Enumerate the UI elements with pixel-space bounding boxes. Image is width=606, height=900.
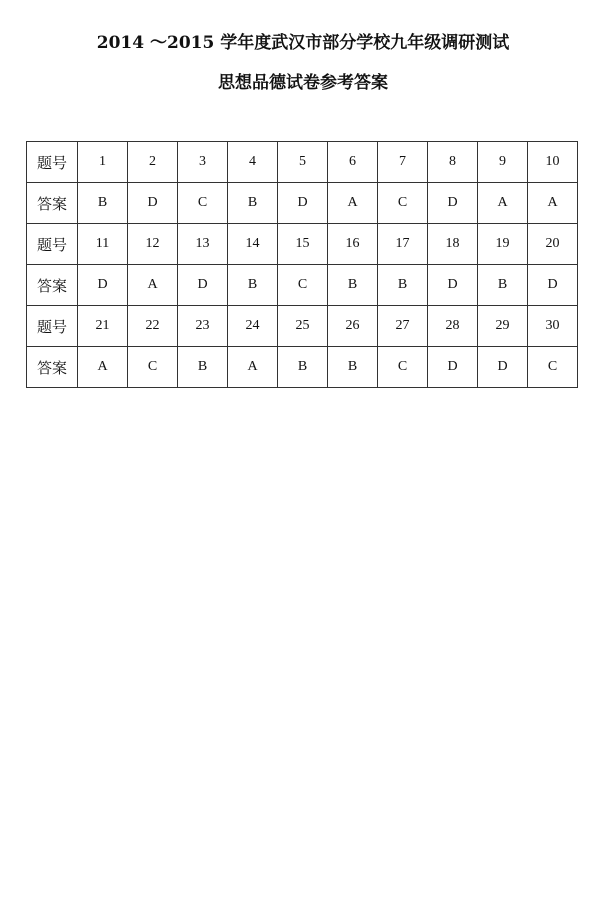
number-cell: 15: [278, 224, 328, 265]
number-row: [27, 306, 578, 347]
number-row: [27, 142, 578, 183]
number-cell: 16: [328, 224, 378, 265]
answer-cell: C: [278, 265, 328, 306]
answer-row: [27, 347, 578, 388]
answer-cell: A: [128, 265, 178, 306]
number-cell: 13: [178, 224, 228, 265]
document-title: 2014 ～2015 学年度武汉市部分学校九年级调研测试: [96, 33, 510, 53]
answer-label: 答案: [27, 265, 78, 306]
number-cell: 25: [278, 306, 328, 347]
number-cell: 29: [478, 306, 528, 347]
number-cell: 17: [378, 224, 428, 265]
answer-cell: A: [228, 347, 278, 388]
answer-cell: C: [128, 347, 178, 388]
number-cell: 9: [478, 142, 528, 183]
answer-cell: D: [428, 183, 478, 224]
number-cell: 3: [178, 142, 228, 183]
number-label: 题号: [27, 306, 78, 347]
answer-cell: A: [478, 183, 528, 224]
number-cell: 11: [78, 224, 128, 265]
number-cell: 21: [78, 306, 128, 347]
number-cell: 27: [378, 306, 428, 347]
number-cell: 26: [328, 306, 378, 347]
answer-cell: A: [78, 347, 128, 388]
answer-cell: B: [478, 265, 528, 306]
number-cell: 6: [328, 142, 378, 183]
number-cell: 23: [178, 306, 228, 347]
document-subtitle: 思想品德试卷参考答案: [218, 73, 388, 93]
answer-cell: B: [178, 347, 228, 388]
answer-label: 答案: [27, 183, 78, 224]
answer-cell: D: [428, 347, 478, 388]
answer-cell: A: [528, 183, 578, 224]
answer-cell: B: [328, 347, 378, 388]
answer-cell: C: [378, 183, 428, 224]
answer-cell: B: [278, 347, 328, 388]
number-cell: 1: [78, 142, 128, 183]
answer-cell: A: [328, 183, 378, 224]
number-cell: 10: [528, 142, 578, 183]
answer-cell: C: [528, 347, 578, 388]
number-label: 题号: [27, 224, 78, 265]
answer-row: [27, 183, 578, 224]
answer-cell: D: [478, 347, 528, 388]
answer-row: [27, 265, 578, 306]
number-cell: 8: [428, 142, 478, 183]
number-cell: 28: [428, 306, 478, 347]
number-label: 题号: [27, 142, 78, 183]
answer-cell: D: [178, 265, 228, 306]
number-row: [27, 224, 578, 265]
answer-cell: C: [178, 183, 228, 224]
number-cell: 14: [228, 224, 278, 265]
number-cell: 4: [228, 142, 278, 183]
answer-label: 答案: [27, 347, 78, 388]
number-cell: 5: [278, 142, 328, 183]
number-cell: 2: [128, 142, 178, 183]
answer-cell: D: [528, 265, 578, 306]
answer-cell: D: [428, 265, 478, 306]
number-cell: 7: [378, 142, 428, 183]
answer-cell: C: [378, 347, 428, 388]
answer-table: [26, 141, 578, 388]
number-cell: 22: [128, 306, 178, 347]
number-cell: 19: [478, 224, 528, 265]
number-cell: 30: [528, 306, 578, 347]
number-cell: 18: [428, 224, 478, 265]
answer-cell: D: [128, 183, 178, 224]
answer-cell: B: [378, 265, 428, 306]
answer-cell: B: [78, 183, 128, 224]
number-cell: 20: [528, 224, 578, 265]
answer-cell: D: [78, 265, 128, 306]
number-cell: 24: [228, 306, 278, 347]
answer-cell: B: [228, 183, 278, 224]
number-cell: 12: [128, 224, 178, 265]
answer-cell: B: [328, 265, 378, 306]
answer-cell: B: [228, 265, 278, 306]
answer-cell: D: [278, 183, 328, 224]
